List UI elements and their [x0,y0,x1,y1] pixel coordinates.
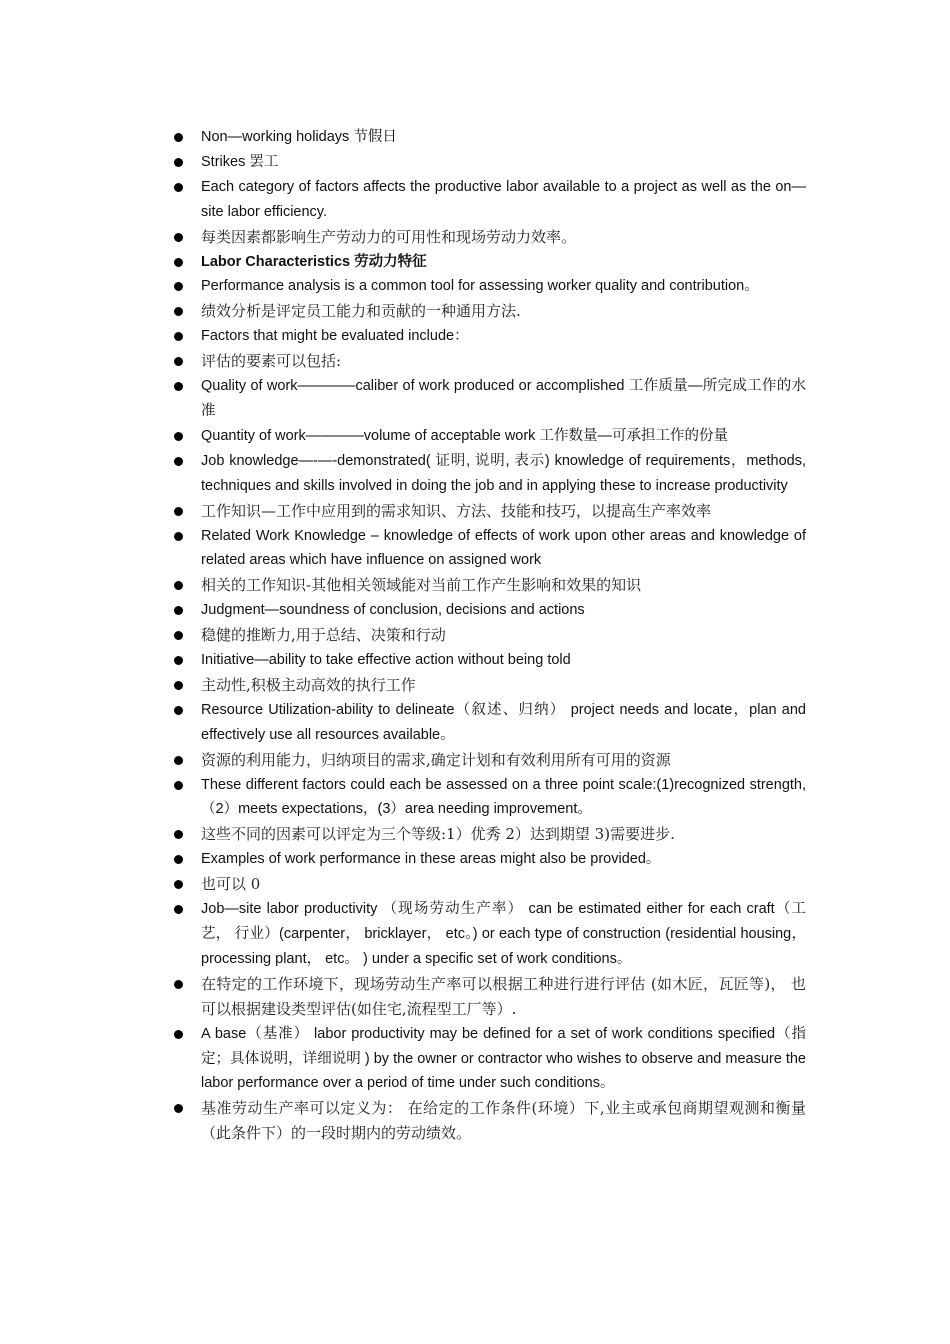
bullet-icon [174,855,183,864]
list-item-text: Resource Utilization-ability to delineate（叙述、归纳） project needs and locate，plan and effectively use all resources available。 [201,701,806,743]
list-item [172,324,806,349]
list-item-text: A base（基准） labor productivity may be defined for a set of work conditions specified（指定；具体说明，详细说明 ) by the owner or contractor who wishes to observe and measure the labor performance over a period of time under such conditions。 [201,1025,806,1092]
list-item [172,1096,806,1146]
bullet-icon [174,880,183,889]
list-item [172,673,806,698]
list-item-text: Quantity of work————volume of acceptable work 工作数量—可承担工作的份量 [201,427,728,444]
list-item-text: 这些不同的因素可以评定为三个等级:1）优秀 2）达到期望 3)需要进步. [201,825,675,844]
list-item-text: Examples of work performance in these areas might also be provided。 [201,851,661,868]
bullet-icon [174,258,183,267]
bullet-icon [174,781,183,790]
list-item [172,374,806,424]
list-item-text: 也可以 0 [201,875,261,894]
bullet-icon [174,756,183,765]
list-item [172,698,806,748]
bullet-icon [174,332,183,341]
list-item [172,897,806,972]
bullet-icon [174,681,183,690]
bullet-icon [174,307,183,316]
list-item-text: 资源的利用能力，归纳项目的需求,确定计划和有效利用所有可用的资源 [201,750,671,769]
bullet-icon [174,158,183,167]
list-item [172,972,806,1022]
list-item [172,150,806,175]
bullet-icon [174,606,183,615]
bullet-icon [174,905,183,914]
list-item [172,349,806,374]
list-item-text: 评估的要素可以包括: [201,352,342,371]
bullet-icon [174,830,183,839]
list-item-text: 在特定的工作环境下，现场劳动生产率可以根据工种进行进行评估 (如木匠，瓦匠等)， 也可以根据建设类型评估(如住宅,流程型工厂等）. [201,974,806,1018]
list-item-text: These different factors could each be assessed on a three point scale:(1)recognized strength,（2）meets expectations，(3）area needing improvement。 [201,776,806,818]
list-item-text: 每类因素都影响生产劳动力的可用性和现场劳动力效率。 [201,227,577,246]
bullet-icon [174,382,183,391]
list-item-text: Non—working holidays 节假日 [201,129,397,145]
list-item-text: 相关的工作知识-其他相关领域能对当前工作产生影响和效果的知识 [201,576,642,595]
bullet-list [172,125,806,1146]
list-item [172,872,806,897]
list-item-text: 绩效分析是评定员工能力和贡献的一种通用方法. [201,302,521,321]
bullet-icon [174,233,183,242]
list-item [172,524,806,574]
list-item [172,573,806,598]
list-item [172,125,806,150]
list-item-text: 稳健的推断力,用于总结、决策和行动 [201,626,446,645]
list-item [172,1022,806,1097]
list-item-text: Job knowledge—-—-demonstrated( 证明, 说明, 表示) knowledge of requirements，methods, techniques and skills involved in doing the job and in applying these to increase productivity [201,452,806,494]
bullet-icon [174,1030,183,1039]
list-item [172,250,806,275]
list-item [172,499,806,524]
list-item-text: Labor Characteristics 劳动力特征 [201,253,427,270]
list-item-text: 主动性,积极主动高效的执行工作 [201,675,416,694]
list-item-text: Job—site labor productivity （现场劳动生产率） can be estimated either for each craft（工艺， 行业）(carpenter， bricklayer， etc。) or each type of construction (residential housing， processing plant， etc。 ) under a specific set of work conditions。 [201,901,806,967]
bullet-icon [174,706,183,715]
bullet-icon [174,282,183,291]
list-item [172,424,806,449]
bullet-icon [174,656,183,665]
bullet-icon [174,980,183,989]
list-item-text: 基准劳动生产率可以定义为： 在给定的工作条件(环境）下,业主或承包商期望观测和衡量（此条件下）的一段时期内的劳动绩效。 [201,1099,806,1143]
list-item [172,822,806,847]
list-item [172,648,806,673]
bullet-icon [174,183,183,192]
list-item [172,299,806,324]
bullet-icon [174,357,183,366]
list-item-text: Strikes 罢工 [201,153,279,170]
list-item [172,623,806,648]
list-item [172,225,806,250]
list-item-text: Judgment—soundness of conclusion, decisions and actions [201,602,585,619]
list-item [172,847,806,872]
list-item-text: 工作知识—工作中应用到的需求知识、方法、技能和技巧，以提高生产率效率 [201,501,712,520]
bullet-icon [174,507,183,516]
list-item [172,175,806,225]
list-item [172,274,806,299]
list-item-text: Performance analysis is a common tool for assessing worker quality and contribution。 [201,278,759,295]
bullet-icon [174,581,183,590]
list-item-text: Each category of factors affects the productive labor available to a project as well as the on—site labor efficiency. [201,178,806,220]
list-item [172,773,806,823]
list-item [172,598,806,623]
bullet-icon [174,532,183,541]
bullet-icon [174,133,183,142]
list-item [172,449,806,499]
list-item [172,748,806,773]
list-item-text: Quality of work————caliber of work produced or accomplished 工作质量—所完成工作的水准 [201,378,806,419]
list-item-text: Factors that might be evaluated include： [201,328,469,345]
bullet-icon [174,457,183,466]
bullet-icon [174,432,183,441]
list-item-text: Related Work Knowledge – knowledge of effects of work upon other areas and knowledge of related areas which have influence on assigned work [201,527,806,569]
bullet-icon [174,631,183,640]
list-item-text: Initiative—ability to take effective action without being told [201,652,571,669]
bullet-icon [174,1104,183,1113]
